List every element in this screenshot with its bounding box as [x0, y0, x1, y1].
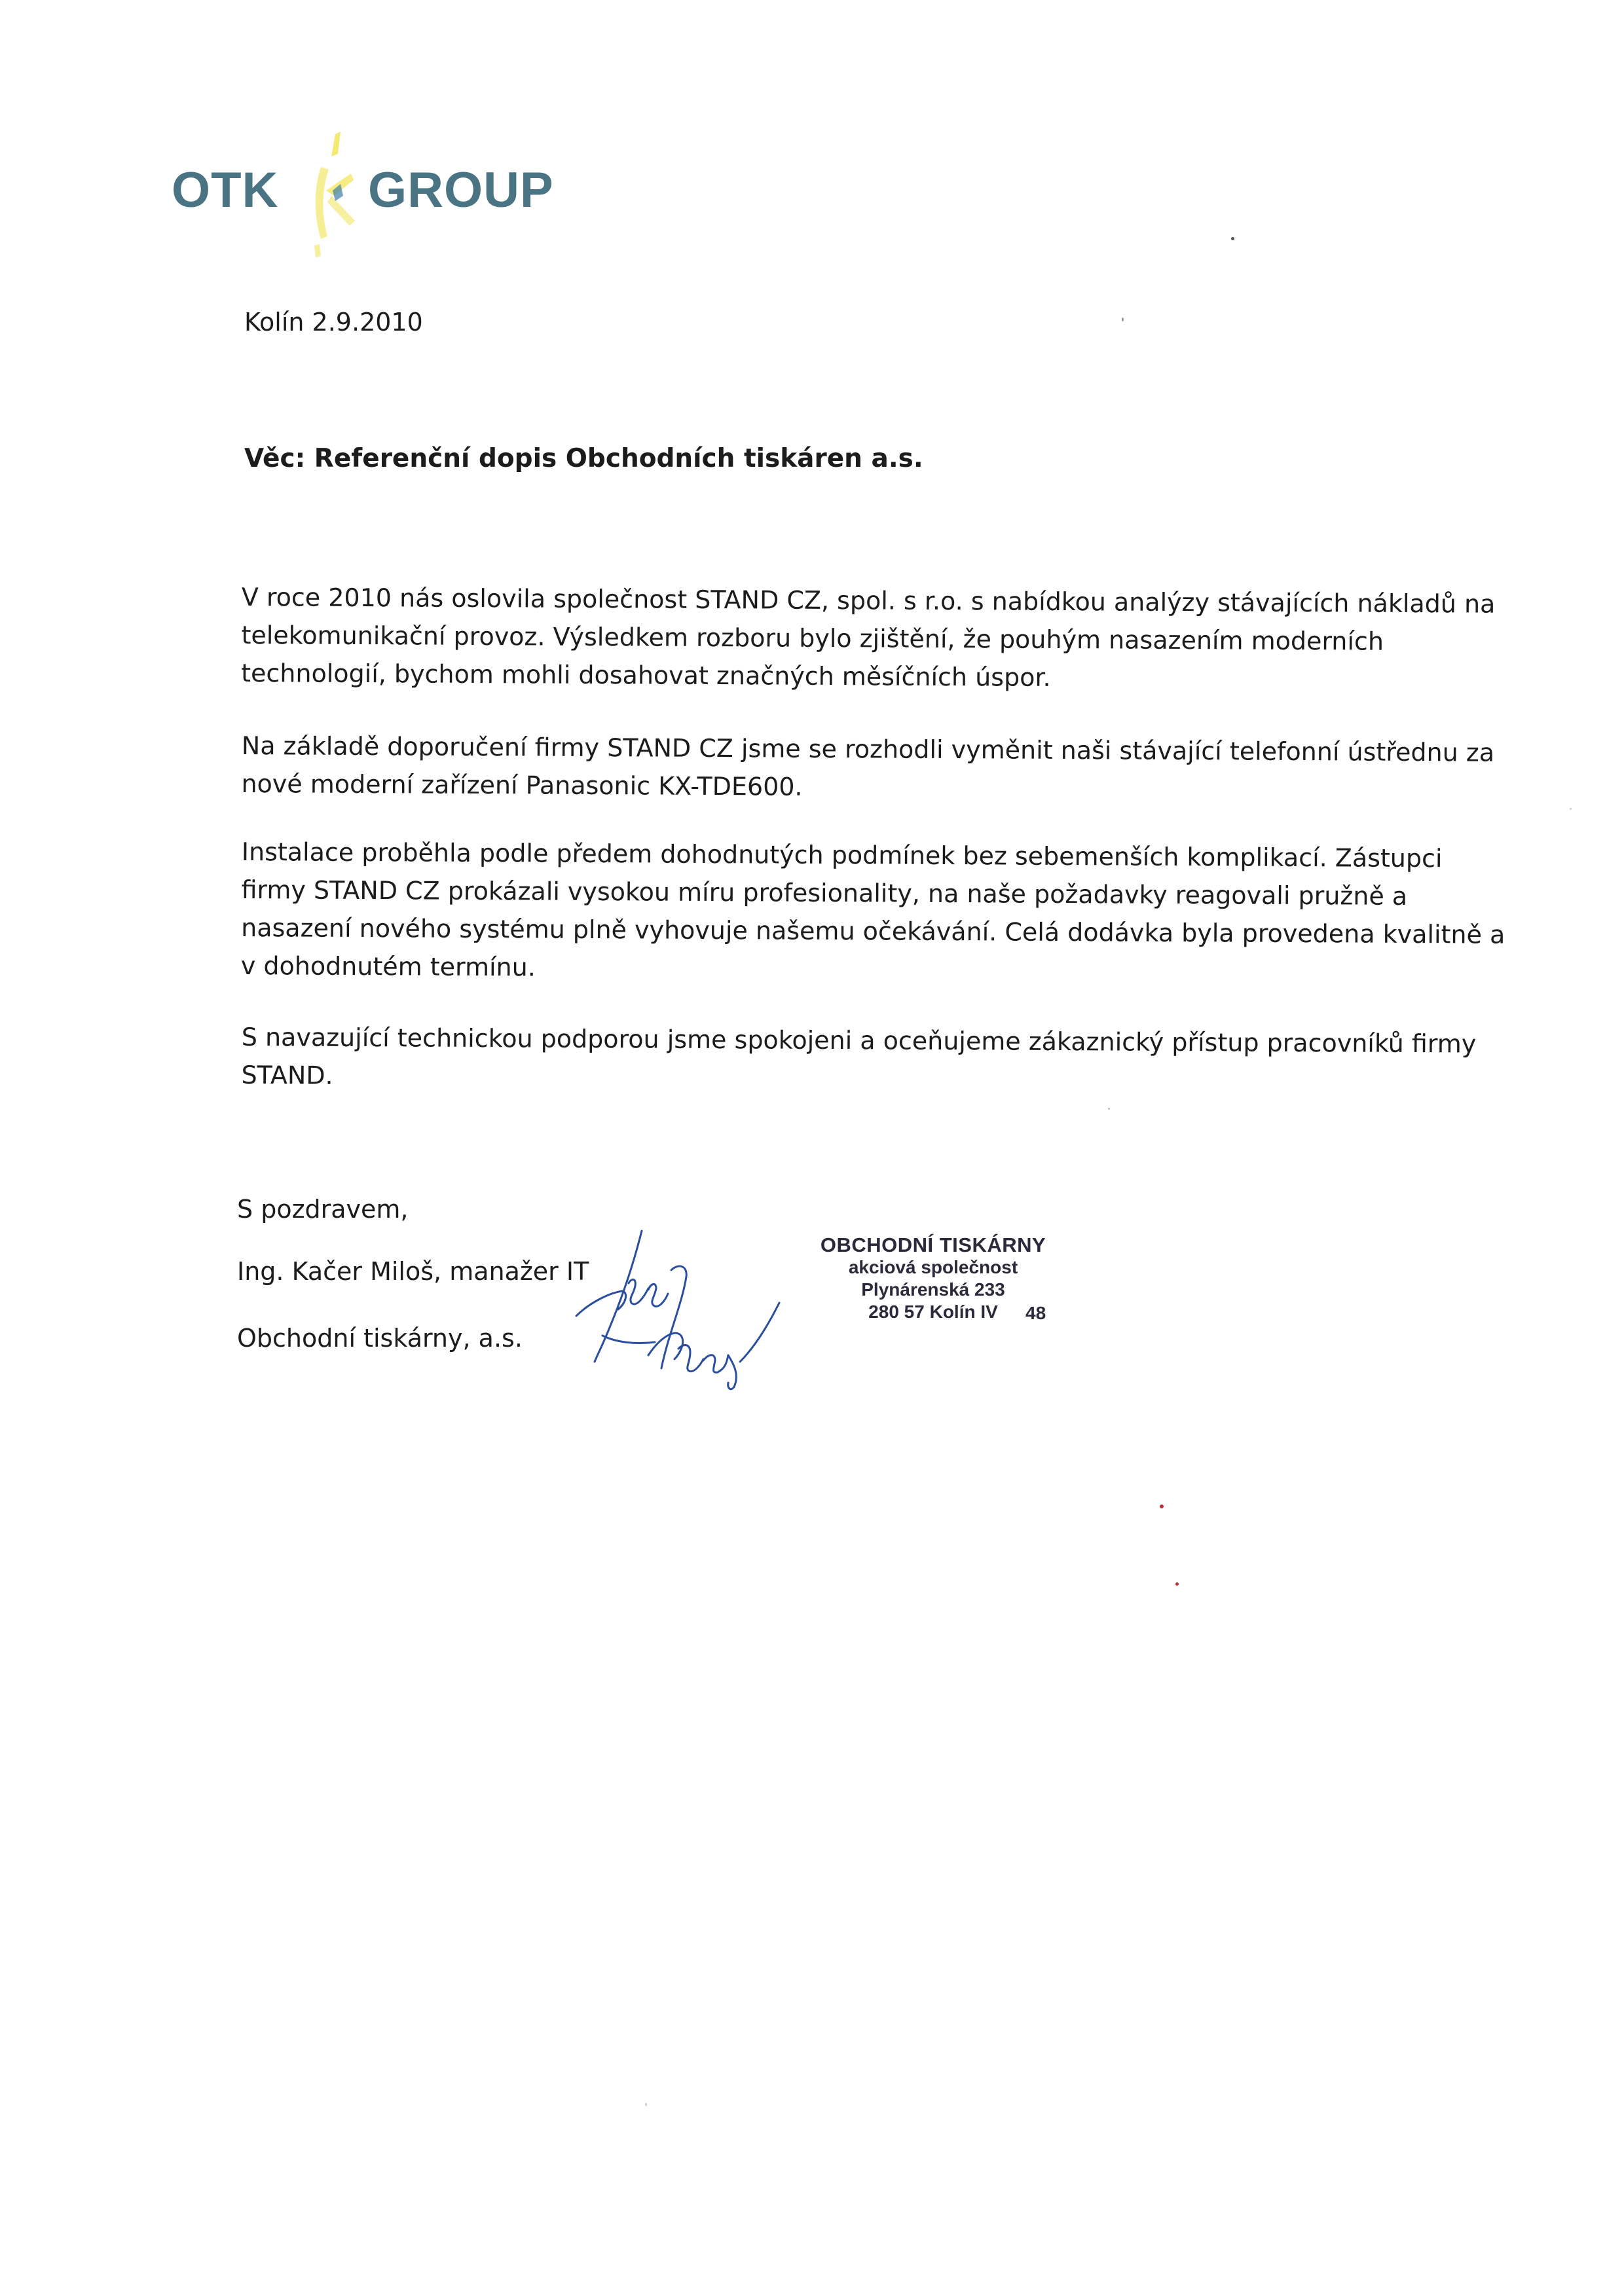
closing-greeting: S pozdravem,: [237, 1195, 409, 1224]
paragraph-line: nasazení nového systému plně vyhovuje našemu očekávání. Celá dodávka byla provedena kvalitně a: [241, 913, 1505, 949]
letter-date: Kolín 2.9.2010: [244, 308, 423, 337]
signer-company: Obchodní tiskárny, a.s.: [237, 1324, 523, 1353]
otk-k-mark-icon: [295, 128, 367, 259]
scan-speck: [1570, 808, 1572, 810]
scan-speck: [1175, 1582, 1179, 1586]
paragraph-line: telekomunikační provoz. Výsledkem rozboru bylo zjištění, že pouhým nasazením moderních: [241, 620, 1384, 656]
logo-text-left: OTK: [172, 162, 279, 218]
company-logo: [172, 128, 591, 259]
paragraph-line: nové moderní zařízení Panasonic KX-TDE600.: [241, 769, 803, 801]
letter-subject: Věc: Referenční dopis Obchodních tiskáren a.s.: [244, 444, 923, 473]
signer-name: Ing. Kačer Miloš, manažer IT: [237, 1257, 589, 1286]
body-paragraph-4: [241, 1018, 1477, 1101]
paragraph-line: STAND.: [241, 1060, 333, 1090]
scan-speck: [645, 2103, 647, 2106]
paragraph-line: S navazující technickou podporou jsme spokojeni a oceňujeme zákaznický přístup pracovníků firmy: [241, 1022, 1477, 1059]
scan-speck: [1160, 1504, 1164, 1508]
paragraph-line: firmy STAND CZ prokázali vysokou míru profesionality, na naše požadavky reagovali pružně a: [241, 875, 1408, 911]
stamp-number: 48: [1025, 1303, 1046, 1323]
scan-speck: [1108, 1108, 1110, 1110]
stamp-company-name: OBCHODNÍ TISKÁRNY: [820, 1233, 1046, 1256]
paragraph-line: V roce 2010 nás oslovila společnost STAND CZ, spol. s r.o. s nabídkou analýzy stávajících nákladů na: [241, 582, 1496, 619]
body-paragraph-3: [240, 833, 1505, 991]
paragraph-line: Instalace proběhla podle předem dohodnutých podmínek bez sebemenších komplikací. Zástupci: [241, 837, 1443, 873]
scan-speck: [1122, 318, 1124, 321]
scan-speck: [1231, 237, 1234, 240]
paragraph-line: technologií, bychom mohli dosahovat značných měsíčních úspor.: [241, 658, 1051, 692]
paragraph-line: Na základě doporučení firmy STAND CZ jsme se rozhodli vyměnit naši stávající telefonní ústřednu za: [241, 731, 1495, 767]
stamp-company-type: akciová společnost: [848, 1257, 1018, 1277]
stamp-street: Plynárenská 233: [861, 1279, 1005, 1300]
paragraph-line: v dohodnutém termínu.: [240, 951, 536, 982]
stamp-city: 280 57 Kolín IV: [868, 1302, 998, 1322]
body-paragraph-1: [241, 578, 1496, 699]
logo-text-right: GROUP: [368, 162, 554, 218]
body-paragraph-2: [241, 727, 1495, 809]
